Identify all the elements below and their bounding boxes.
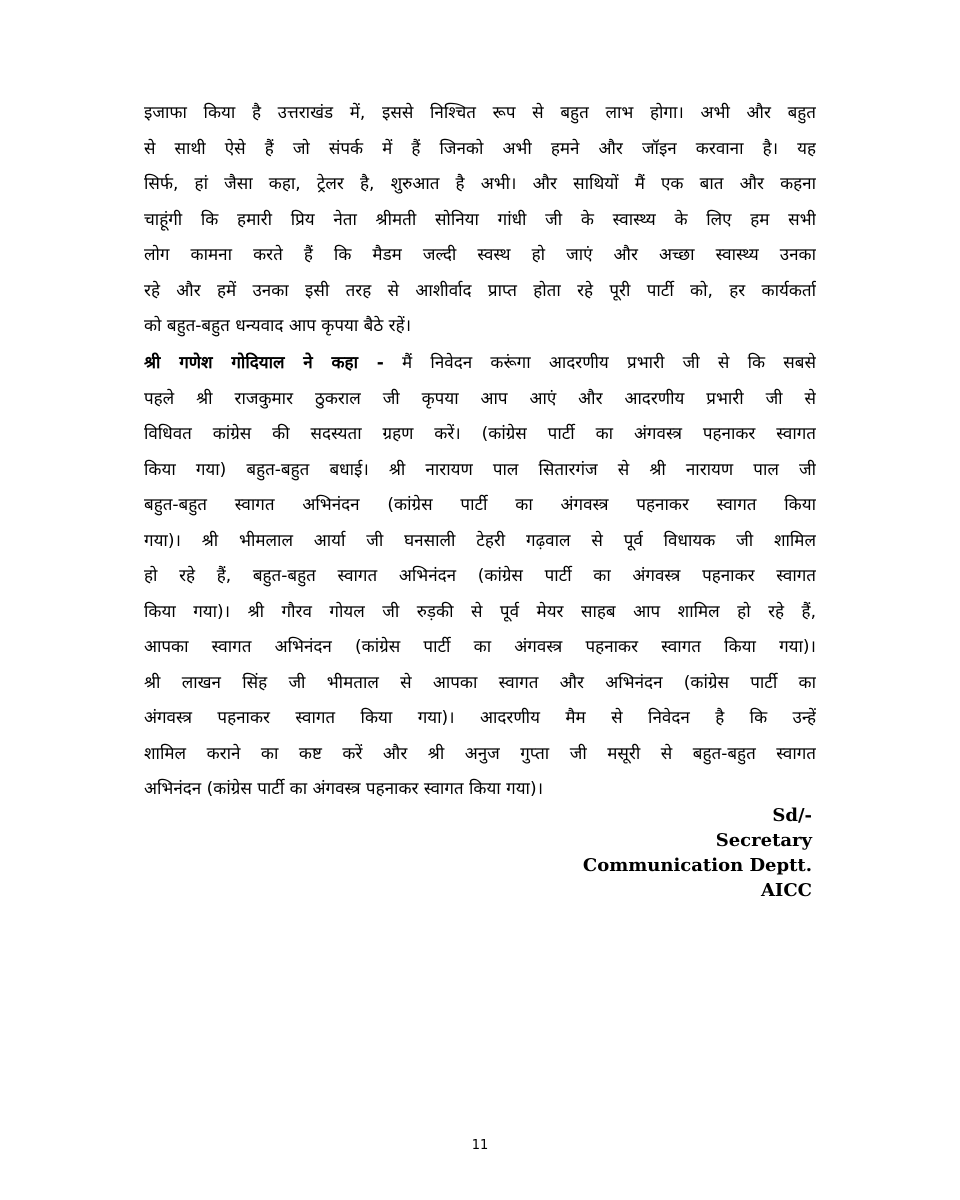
text-line: लोग कामना करते हैं कि मैडम जल्दी स्वस्थ हो जाएं और अच्छा स्वास्थ्य उनका: [144, 245, 816, 265]
text-line: किया गया)। श्री गौरव गोयल जी रुड़की से पूर्व मेयर साहब आप शामिल हो रहे हैं,: [144, 601, 816, 622]
speech-text: मैं निवेदन करूंगा आदरणीय प्रभारी जी से कि सबसे: [383, 353, 816, 373]
text-line: इजाफा किया है उत्तराखंड में, इससे निश्चित रूप से बहुत लाभ होगा। अभी और बहुत: [144, 103, 816, 123]
signature-org: AICC: [760, 880, 812, 901]
text-line: अभिनंदन (कांग्रेस पार्टी का अंगवस्त्र पहनाकर स्वागत किया गया)।: [144, 779, 544, 799]
text-line: से साथी ऐसे हैं जो संपर्क में हैं जिनको अभी हमने और जॉइन करवाना है। यह: [144, 138, 816, 159]
text-line: शामिल कराने का कष्ट करें और श्री अनुज गुप्ता जी मसूरी से बहुत-बहुत स्वागत: [144, 743, 816, 764]
text-line: सिर्फ, हां जैसा कहा, ट्रेलर है, शुरुआत है अभी। और साथियों मैं एक बात और कहना: [144, 174, 816, 194]
text-line: बहुत-बहुत स्वागत अभिनंदन (कांग्रेस पार्टी का अंगवस्त्र पहनाकर स्वागत किया: [144, 495, 816, 515]
text-line: [144, 346, 816, 382]
text-line: रहे और हमें उनका इसी तरह से आशीर्वाद प्राप्त होता रहे पूरी पार्टी को, हर कार्यकर्ता: [144, 280, 816, 301]
signature-department: Communication Deptt.: [582, 855, 812, 876]
text-line: को बहुत-बहुत धन्यवाद आप कृपया बैठे रहें।: [144, 316, 412, 336]
paragraph-vote-of-thanks: [144, 96, 816, 345]
signature-block: [583, 803, 812, 903]
text-line: गया)। श्री भीमलाल आर्या जी घनसाली टेहरी गढ़वाल से पूर्व विधायक जी शामिल: [144, 530, 816, 551]
speaker-name: श्री गणेश गोदियाल ने कहा -: [144, 353, 384, 373]
text-line: किया गया) बहुत-बहुत बधाई। श्री नारायण पाल सितारगंज से श्री नारायण पाल जी: [144, 459, 816, 480]
text-line: पहले श्री राजकुमार ठुकराल जी कृपया आप आएं और आदरणीय प्रभारी जी से: [144, 388, 816, 409]
paragraph-godiyal-statement: [144, 346, 816, 808]
text-line: हो रहे हैं, बहुत-बहुत स्वागत अभिनंदन (कांग्रेस पार्टी का अंगवस्त्र पहनाकर स्वागत: [144, 566, 816, 586]
text-line: श्री लाखन सिंह जी भीमताल से आपका स्वागत और अभिनंदन (कांग्रेस पार्टी का: [144, 672, 816, 693]
signature-title: Secretary: [715, 830, 812, 851]
text-line: विधिवत कांग्रेस की सदस्यता ग्रहण करें। (कांग्रेस पार्टी का अंगवस्त्र पहनाकर स्वागत: [144, 424, 816, 444]
text-line: चाहूंगी कि हमारी प्रिय नेता श्रीमती सोनिया गांधी जी के स्वास्थ्य के लिए हम सभी: [144, 209, 816, 230]
text-line: आपका स्वागत अभिनंदन (कांग्रेस पार्टी का अंगवस्त्र पहनाकर स्वागत किया गया)।: [144, 637, 816, 657]
text-line: अंगवस्त्र पहनाकर स्वागत किया गया)। आदरणीय मैम से निवेदन है कि उन्हें: [144, 708, 816, 728]
page-number: 11: [471, 1138, 489, 1153]
signature-sd: Sd/-: [772, 805, 812, 826]
